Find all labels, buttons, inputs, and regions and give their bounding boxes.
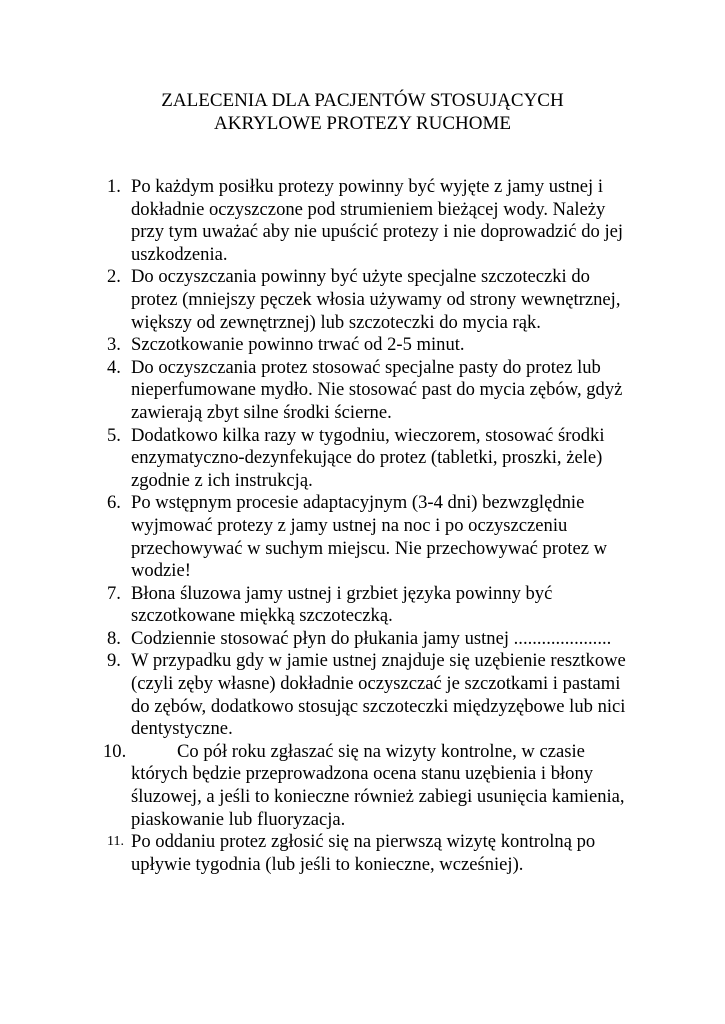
recommendations-list <box>103 176 637 876</box>
list-item-number: 10. <box>103 740 127 762</box>
document-title <box>0 89 725 135</box>
list-item-text: Po wstępnym procesie adaptacyjnym (3-4 dni) bezwzględnie wyjmować protezy z jamy ustnej na noc i po oczyszczeniu przechowywać w suchym miejscu. Nie przechowywać protez w wodzie! <box>131 492 608 582</box>
list-item-text: Po oddaniu protez zgłosić się na pierwszą wizytę kontrolną po upływie tygodnia (lub jeśli to konieczne, wcześniej). <box>131 831 596 875</box>
list-item-number: 5. <box>107 424 121 446</box>
list-item-text: Co pół roku zgłaszać się na wizyty kontrolne, w czasie których będzie przeprowadzona ocena stanu uzębienia i błony śluzowej, a jeśli to konieczne również zabiegi usunięcia kamienia, piaskowanie lub fluoryzacja. <box>131 740 625 830</box>
list-item-7 <box>107 583 637 628</box>
list-item-11 <box>107 831 637 876</box>
list-item-text: Do oczyszczania protez stosować specjalne pasty do protez lub nieperfumowane mydło. Nie stosować past do mycia zębów, gdyż zawierają zbyt silne środki ścierne. <box>131 356 623 423</box>
list-item-3 <box>107 334 637 357</box>
list-item-10 <box>103 740 637 831</box>
list-item-text: Codziennie stosować płyn do płukania jamy ustnej ..................... <box>131 627 612 649</box>
list-item-number: 11. <box>107 834 124 850</box>
title-line-1: ZALECENIA DLA PACJENTÓW STOSUJĄCYCH <box>161 90 564 111</box>
list-item-number: 1. <box>107 176 121 197</box>
list-item-number: 2. <box>107 266 121 288</box>
list-item-number: 3. <box>107 334 121 356</box>
list-item-number: 4. <box>107 356 121 378</box>
list-item-2 <box>107 266 637 334</box>
list-item-number: 8. <box>107 627 121 649</box>
list-item-text: Szczotkowanie powinno trwać od 2-5 minut. <box>131 334 465 356</box>
list-item-8 <box>107 628 637 651</box>
list-item-9 <box>107 650 637 740</box>
list-item-number: 6. <box>107 492 121 514</box>
list-item-6 <box>107 492 637 582</box>
list-item-text: W przypadku gdy w jamie ustnej znajduje się uzębienie resztkowe (czyli zęby własne) dokładnie oczyszczać je szczotkami i pastami do zębów, dodatkowo stosując szczoteczki międzyzębowe lub nici dentystyczne. <box>131 650 626 740</box>
list-item-5 <box>107 425 637 493</box>
list-item-1 <box>107 176 637 266</box>
list-item-number: 7. <box>107 582 121 604</box>
list-item-4 <box>107 357 637 425</box>
list-item-text: Błona śluzowa jamy ustnej i grzbiet języka powinny być szczotkowane miękką szczoteczką. <box>131 582 553 627</box>
list-item-number: 9. <box>107 650 121 672</box>
title-line-2: AKRYLOWE PROTEZY RUCHOME <box>214 113 511 134</box>
list-item-text: Do oczyszczania powinny być użyte specjalne szczoteczki do protez (mniejszy pęczek włosia używamy od strony wewnętrznej, większy od zewnętrznej) lub szczoteczki do mycia rąk. <box>131 266 621 333</box>
list-item-text: Dodatkowo kilka razy w tygodniu, wieczorem, stosować środki enzymatyczno-dezynfekujące do protez (tabletki, proszki, żele) zgodnie z ich instrukcją. <box>131 424 605 491</box>
list-item-text: Po każdym posiłku protezy powinny być wyjęte z jamy ustnej i dokładnie oczyszczone pod strumieniem bieżącej wody. Należy przy tym uważać aby nie upuścić protezy i nie doprowadzić do jej uszkodzenia. <box>131 176 624 265</box>
